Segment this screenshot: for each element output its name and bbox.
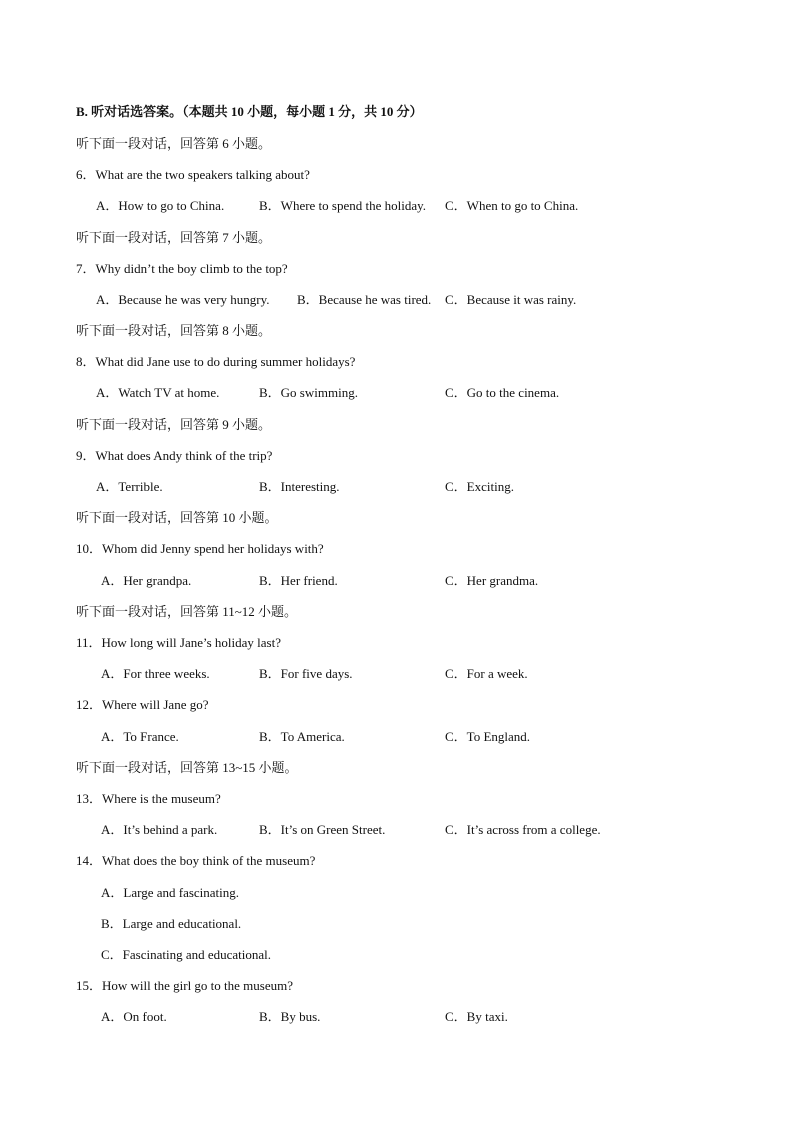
q14-option-b: B．Large and educational. — [101, 916, 242, 931]
intro-q7: 听下面一段对话，回答第 7 小题。 — [76, 230, 272, 245]
q12-option-c: C．To England. — [445, 729, 531, 744]
q13-option-a: A．It’s behind a park. — [101, 822, 218, 837]
q10-option-c: C．Her grandma. — [445, 573, 539, 588]
question-9: 9．What does Andy think of the trip? — [76, 448, 273, 463]
q10-option-a: A．Her grandpa. — [101, 573, 192, 588]
q12-option-a: A．To France. — [101, 729, 179, 744]
q7-option-c: C．Because it was rainy. — [445, 292, 577, 307]
question-14: 14．What does the boy think of the museum? — [76, 853, 316, 868]
q15-option-c: C．By taxi. — [445, 1009, 508, 1024]
q11-option-a: A．For three weeks. — [101, 666, 210, 681]
q9-option-a: A．Terrible. — [96, 479, 163, 494]
q6-option-c: C．When to go to China. — [445, 198, 579, 213]
q15-option-a: A．On foot. — [101, 1009, 167, 1024]
question-15: 15．How will the girl go to the museum? — [76, 978, 294, 993]
q15-option-b: B．By bus. — [259, 1009, 321, 1024]
q13-option-b: B．It’s on Green Street. — [259, 822, 386, 837]
section-title: B. 听对话选答案。（本题共 10 小题，每小题 1 分，共 10 分） — [76, 104, 423, 119]
intro-q8: 听下面一段对话，回答第 8 小题。 — [76, 323, 272, 338]
question-10: 10．Whom did Jenny spend her holidays with? — [76, 541, 324, 556]
q7-option-b: B．Because he was tired. — [297, 292, 432, 307]
q12-option-b: B．To America. — [259, 729, 345, 744]
q8-option-c: C．Go to the cinema. — [445, 385, 560, 400]
question-12: 12．Where will Jane go? — [76, 697, 209, 712]
q10-option-b: B．Her friend. — [259, 573, 338, 588]
intro-q11-12: 听下面一段对话，回答第 11~12 小题。 — [76, 604, 298, 619]
question-7: 7．Why didn’t the boy climb to the top? — [76, 261, 288, 276]
intro-q13-15: 听下面一段对话，回答第 13~15 小题。 — [76, 760, 298, 775]
intro-q9: 听下面一段对话，回答第 9 小题。 — [76, 417, 272, 432]
question-11: 11．How long will Jane’s holiday last? — [76, 635, 281, 650]
q7-option-a: A．Because he was very hungry. — [96, 292, 270, 307]
intro-q10: 听下面一段对话，回答第 10 小题。 — [76, 510, 278, 525]
q6-option-a: A．How to go to China. — [96, 198, 225, 213]
q6-option-b: B．Where to spend the holiday. — [259, 198, 427, 213]
question-8: 8．What did Jane use to do during summer holidays? — [76, 354, 356, 369]
q14-option-a: A．Large and fascinating. — [101, 885, 240, 900]
q11-option-b: B．For five days. — [259, 666, 353, 681]
q13-option-c: C．It’s across from a college. — [445, 822, 601, 837]
q9-option-b: B．Interesting. — [259, 479, 340, 494]
q8-option-a: A．Watch TV at home. — [96, 385, 220, 400]
question-13: 13．Where is the museum? — [76, 791, 221, 806]
question-6: 6．What are the two speakers talking about? — [76, 167, 310, 182]
q14-option-c: C．Fascinating and educational. — [101, 947, 272, 962]
intro-q6: 听下面一段对话，回答第 6 小题。 — [76, 136, 272, 151]
q11-option-c: C．For a week. — [445, 666, 528, 681]
q8-option-b: B．Go swimming. — [259, 385, 358, 400]
q9-option-c: C．Exciting. — [445, 479, 514, 494]
